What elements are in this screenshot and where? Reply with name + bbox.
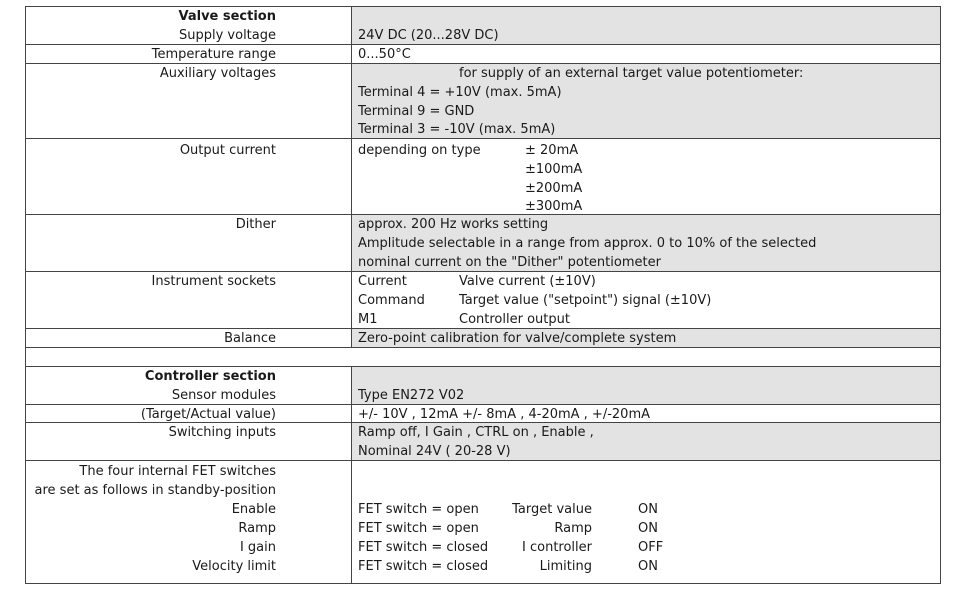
- row-valve-heading: [26, 7, 940, 45]
- aux-intro: for supply of an external target value potentiometer:: [459, 66, 804, 81]
- aux-line: Terminal 4 = +10V (max. 5mA): [358, 85, 562, 100]
- socket-desc: Controller output: [459, 312, 570, 327]
- row-dither: [26, 215, 940, 272]
- sensor-modules-value: Type EN272 V02: [358, 388, 465, 403]
- switching-line: Nominal 24V ( 20-28 V): [358, 444, 511, 459]
- fet-switch-name: Ramp: [238, 521, 276, 536]
- socket-desc: Target value ("setpoint") signal (±10V): [459, 293, 712, 308]
- output-current-value: ±100mA: [525, 162, 583, 177]
- socket-name: M1: [358, 312, 378, 327]
- socket-name: Command: [358, 293, 425, 308]
- fet-switch-status: ON: [638, 559, 658, 574]
- dither-line: Amplitude selectable in a range from approx. 0 to 10% of the selected: [358, 236, 817, 251]
- row-balance: [26, 329, 940, 348]
- fet-switch-name: Velocity limit: [192, 559, 276, 574]
- fet-switch-status: ON: [638, 521, 658, 536]
- fet-intro-line: The four internal FET switches: [79, 464, 276, 479]
- row-instrument-sockets: [26, 272, 940, 329]
- output-current-prefix: depending on type: [358, 143, 481, 158]
- fet-switch-state: FET switch = closed: [358, 559, 489, 574]
- supply-voltage-label: Supply voltage: [178, 28, 276, 43]
- row-switching-inputs: [26, 423, 940, 461]
- dither-line: approx. 200 Hz works setting: [358, 217, 549, 232]
- fet-switch-state: FET switch = closed: [358, 540, 489, 555]
- dither-label: Dither: [235, 217, 276, 232]
- output-current-label: Output current: [179, 143, 276, 158]
- output-current-value: ±200mA: [525, 181, 583, 196]
- fet-switch-state: FET switch = open: [358, 502, 479, 517]
- fet-switch-state: FET switch = open: [358, 521, 479, 536]
- socket-desc: Valve current (±10V): [459, 274, 596, 289]
- instrument-sockets-label: Instrument sockets: [151, 274, 276, 289]
- switching-line: Ramp off, I Gain , CTRL on , Enable ,: [358, 425, 594, 440]
- row-output-current: [26, 139, 940, 215]
- row-temperature: [26, 45, 940, 64]
- socket-name: Current: [358, 274, 407, 289]
- fet-switch-name: I gain: [239, 540, 276, 555]
- fet-switch-name: Enable: [231, 502, 276, 517]
- valve-section-heading: Valve section: [178, 9, 276, 24]
- output-current-value: ±300mA: [525, 199, 583, 214]
- fet-switch-status: ON: [638, 502, 658, 517]
- target-actual-value: +/- 10V , 12mA +/- 8mA , 4-20mA , +/-20mA: [358, 407, 650, 422]
- row-aux-voltages: [26, 64, 940, 139]
- row-spacer: [26, 348, 940, 367]
- sensor-modules-label: Sensor modules: [171, 388, 276, 403]
- aux-voltages-label: Auxiliary voltages: [159, 66, 276, 81]
- temperature-value: 0...50°C: [358, 47, 411, 62]
- fet-switch-function: I controller: [522, 540, 592, 555]
- target-actual-label: (Target/Actual value): [140, 407, 276, 422]
- row-target-actual: [26, 405, 940, 423]
- fet-switch-status: OFF: [638, 540, 664, 555]
- fet-switch-function: Target value: [512, 502, 592, 517]
- output-current-value: ± 20mA: [525, 143, 579, 158]
- switching-inputs-label: Switching inputs: [168, 425, 276, 440]
- temperature-label: Temperature range: [151, 47, 276, 62]
- fet-switch-function: Ramp: [554, 521, 592, 536]
- fet-intro-line: are set as follows in standby-position: [34, 483, 276, 498]
- fet-switch-function: Limiting: [539, 559, 592, 574]
- row-fet-switches: [26, 461, 940, 583]
- dither-line: nominal current on the "Dither" potentiometer: [358, 255, 661, 270]
- balance-label: Balance: [224, 331, 276, 346]
- aux-line: Terminal 9 = GND: [358, 104, 475, 119]
- balance-value: Zero-point calibration for valve/complete system: [358, 331, 677, 346]
- aux-line: Terminal 3 = -10V (max. 5mA): [358, 122, 556, 137]
- controller-section-heading: Controller section: [144, 369, 276, 384]
- supply-voltage-value: 24V DC (20...28V DC): [358, 28, 499, 43]
- row-controller-heading: [26, 367, 940, 405]
- spec-table: [25, 6, 941, 584]
